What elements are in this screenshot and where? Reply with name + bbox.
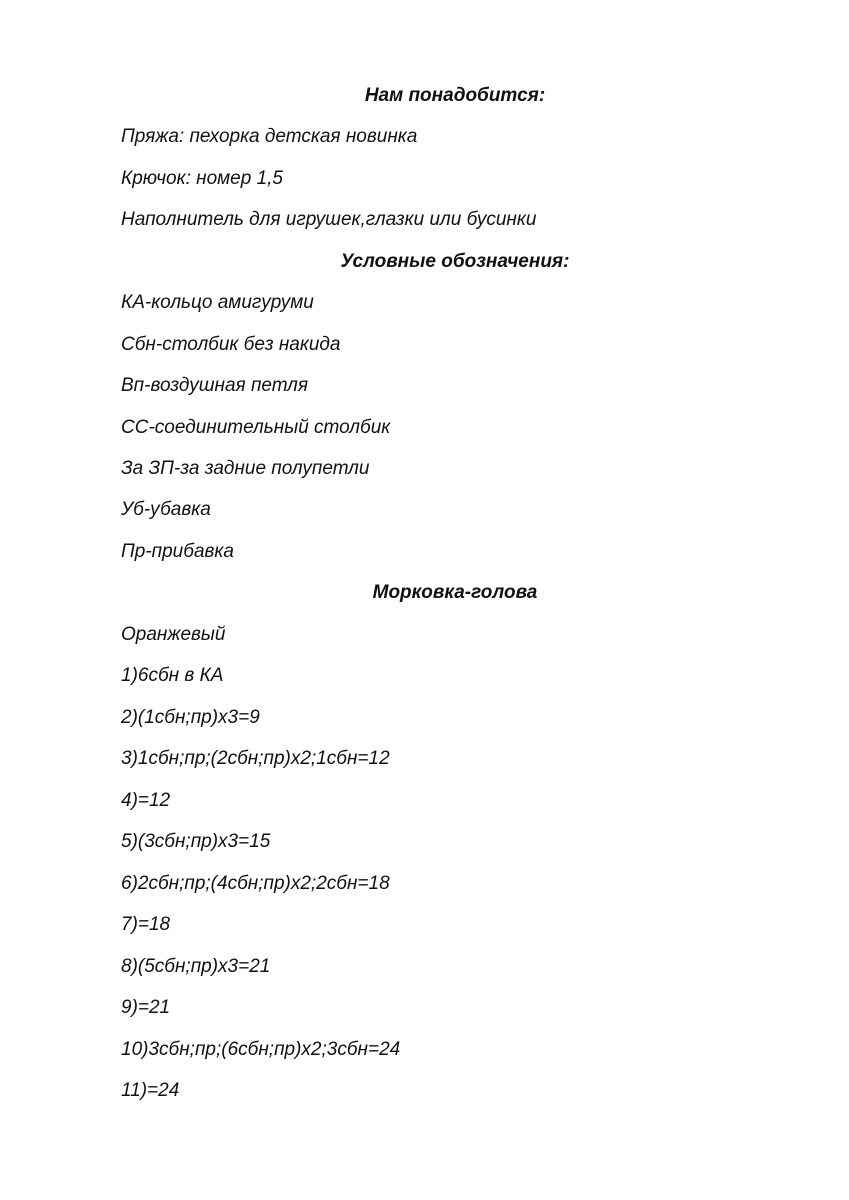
pattern-row: 3)1сбн;пр;(2сбн;пр)х2;1сбн=12 — [121, 748, 390, 769]
legend-item: Уб-убавка — [121, 499, 211, 520]
section-heading: Морковка-голова — [372, 582, 538, 603]
pattern-row: 6)2сбн;пр;(4сбн;пр)х2;2сбн=18 — [121, 873, 390, 894]
pattern-row: 4)=12 — [121, 790, 171, 811]
legend-item: Вп-воздушная петля — [121, 375, 309, 396]
pattern-row: 7)=18 — [121, 914, 171, 935]
pattern-row: 2)(1сбн;пр)х3=9 — [121, 707, 260, 728]
materials-item-hook: Крючок: номер 1,5 — [121, 168, 284, 189]
legend-item: КА-кольцо амигуруми — [121, 292, 314, 313]
legend-item: Пр-прибавка — [121, 541, 234, 562]
materials-heading: Нам понадобится: — [364, 85, 546, 106]
pattern-row: 11)=24 — [121, 1080, 180, 1101]
pattern-row: 10)3сбн;пр;(6сбн;пр)х2;3сбн=24 — [121, 1039, 401, 1060]
section-color: Оранжевый — [121, 624, 226, 645]
legend-item: За ЗП-за задние полупетли — [121, 458, 370, 479]
pattern-row: 1)6сбн в КА — [121, 665, 224, 686]
pattern-row: 9)=21 — [121, 997, 171, 1018]
legend-item: СС-соединительный столбик — [121, 417, 391, 438]
materials-item-filler: Наполнитель для игрушек,глазки или бусинки — [121, 209, 537, 230]
pattern-row: 5)(3сбн;пр)х3=15 — [121, 831, 271, 852]
materials-item-yarn: Пряжа: пехорка детская новинка — [121, 126, 418, 147]
pattern-row: 8)(5сбн;пр)х3=21 — [121, 956, 271, 977]
legend-item: Сбн-столбик без накида — [121, 334, 341, 355]
legend-heading: Условные обозначения: — [340, 251, 570, 272]
